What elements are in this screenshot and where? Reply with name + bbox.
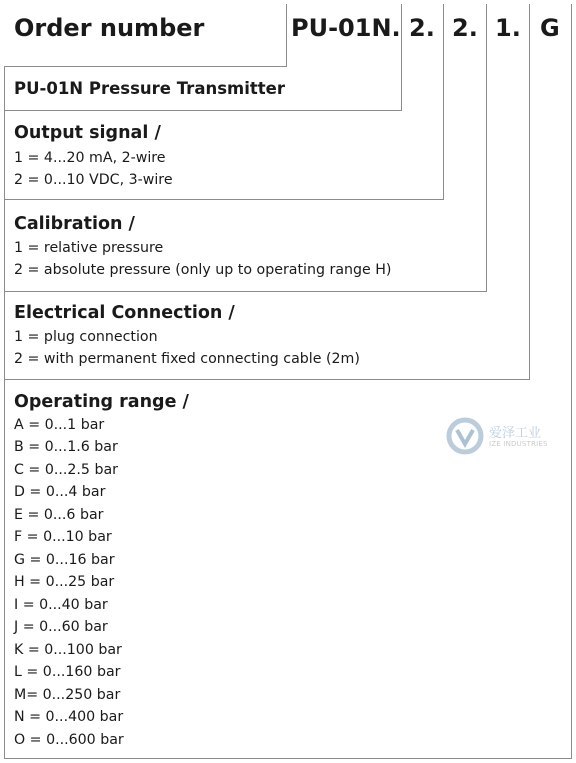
output-signal-option: 2 = 0...10 VDC, 3-wire	[14, 172, 173, 188]
code-electrical-connection: 1.	[495, 14, 521, 42]
operating-range-bottom-line	[4, 758, 571, 759]
calibration-option: 1 = relative pressure	[14, 240, 164, 256]
code-divider-2	[401, 4, 402, 111]
operating-range-option: F = 0...10 bar	[14, 529, 112, 545]
operating-range-option: C = 0...2.5 bar	[14, 462, 118, 478]
operating-range-option: H = 0...25 bar	[14, 574, 115, 590]
calibration-title: Calibration /	[14, 214, 135, 234]
code-operating-range: G	[540, 14, 560, 42]
operating-range-option: J = 0...60 bar	[14, 619, 108, 635]
operating-range-option: N = 0...400 bar	[14, 709, 124, 725]
operating-range-option: B = 0...1.6 bar	[14, 439, 118, 455]
operating-range-option: M= 0...250 bar	[14, 687, 121, 703]
electrical-connection-option: 1 = plug connection	[14, 329, 158, 345]
calibration-option: 2 = absolute pressure (only up to operating range H)	[14, 262, 392, 278]
operating-range-option: G = 0...16 bar	[14, 552, 115, 568]
calibration-bottom-line	[4, 291, 486, 292]
code-model: PU-01N.	[291, 14, 401, 42]
order-number-title: Order number	[14, 14, 205, 42]
code-divider-3	[443, 4, 444, 200]
output-signal-title: Output signal /	[14, 123, 161, 143]
electrical-connection-option: 2 = with permanent fixed connecting cable (2m)	[14, 351, 360, 367]
watermark-chinese-name: 爱泽工业	[489, 426, 542, 441]
code-divider-6	[571, 4, 572, 759]
code-divider-1	[286, 4, 287, 67]
operating-range-option: I = 0...40 bar	[14, 597, 108, 613]
watermark-english-name: IZE INDUSTRIES	[489, 440, 548, 448]
operating-range-option: E = 0...6 bar	[14, 507, 104, 523]
code-divider-4	[486, 4, 487, 292]
watermark-logo	[446, 417, 566, 455]
operating-range-option: L = 0...160 bar	[14, 664, 121, 680]
output-signal-option: 1 = 4...20 mA, 2-wire	[14, 150, 166, 166]
operating-range-option: O = 0...600 bar	[14, 732, 124, 748]
product-bottom-line	[4, 110, 401, 111]
operating-range-option: A = 0...1 bar	[14, 417, 105, 433]
header-bottom-line	[4, 66, 286, 67]
operating-range-option: K = 0...100 bar	[14, 642, 122, 658]
operating-range-option: D = 0...4 bar	[14, 484, 106, 500]
left-border	[4, 66, 5, 759]
code-calibration: 2.	[452, 14, 478, 42]
operating-range-title: Operating range /	[14, 392, 189, 412]
electrical-bottom-line	[4, 379, 529, 380]
output-signal-bottom-line	[4, 199, 443, 200]
code-divider-5	[529, 4, 530, 380]
ize-logo-icon	[446, 417, 484, 455]
product-name: PU-01N Pressure Transmitter	[14, 79, 285, 98]
code-output-signal: 2.	[409, 14, 435, 42]
electrical-connection-title: Electrical Connection /	[14, 303, 235, 323]
